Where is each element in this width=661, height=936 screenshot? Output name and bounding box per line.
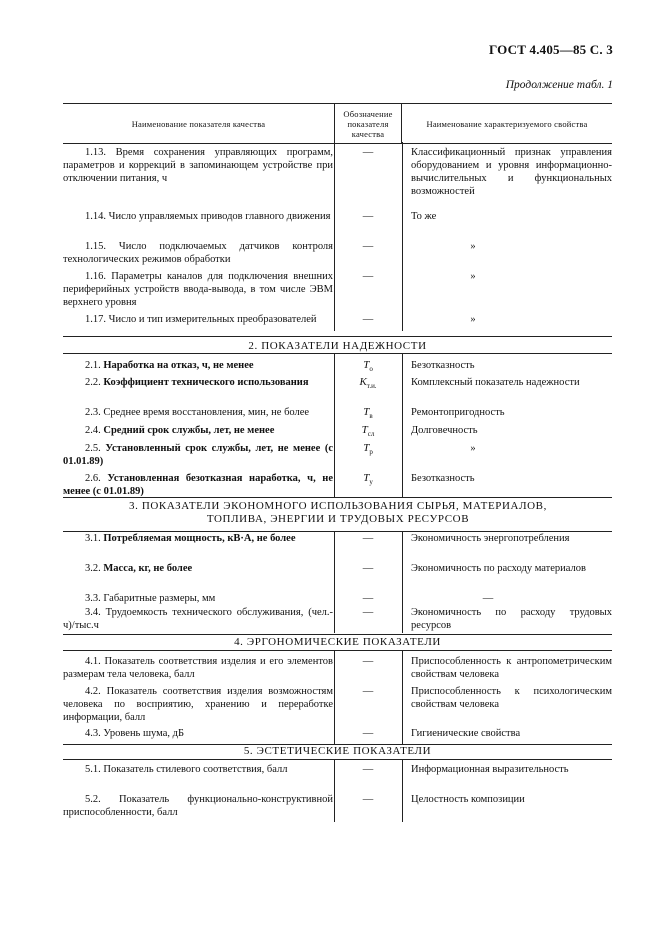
indicator-name: 2.1. Наработка на отказ, ч, не менее <box>85 360 254 371</box>
indicator-property: » <box>470 314 476 325</box>
indicator-property: Классификационный признак управления оборудованием и уровня информационно-вычислительных и функциональных возможностей <box>411 147 612 197</box>
indicator-name: 3.1. Потребляемая мощность, кВ·А, не более <box>85 533 296 544</box>
column-rule <box>402 759 403 822</box>
column-rule <box>402 142 403 331</box>
indicator-name: 4.1. Показатель соответствия изделия и его элементов размерам тела человека, балл <box>63 656 333 680</box>
column-header-property: Наименование характеризуемого свойства <box>426 118 588 129</box>
indicator-property: Ремонтопригодность <box>411 407 505 418</box>
indicator-name: 5.1. Показатель стилевого соответствия, балл <box>85 764 288 775</box>
indicator-designation: — <box>362 271 374 282</box>
section-rule <box>63 634 612 635</box>
indicator-property: Комплексный показатель надежности <box>411 377 580 388</box>
indicator-symbol: $T_р$ <box>363 442 373 457</box>
indicator-symbol: $T_у$ <box>363 472 373 487</box>
indicator-property: Экономичность по расходу трудовых ресурсов <box>411 607 612 631</box>
indicator-designation: — <box>362 607 374 618</box>
indicator-name: 3.2. Масса, кг, не более <box>85 563 193 574</box>
indicator-designation: — <box>362 728 374 739</box>
indicator-property: Безотказность <box>411 360 475 371</box>
indicator-property: Долговечность <box>411 425 478 436</box>
indicator-property: Приспособленность к психологическим свойствам человека <box>411 686 612 710</box>
section-heading: 5. ЭСТЕТИЧЕСКИЕ ПОКАЗАТЕЛИ <box>243 745 432 757</box>
indicator-symbol: $T_{сл}$ <box>361 424 375 439</box>
indicator-property: Приспособленность к антропометрическим свойствам человека <box>411 656 612 680</box>
indicator-designation: — <box>362 764 374 775</box>
indicator-name: 2.5. Установленный срок службы, лет, не менее (с 01.01.89) <box>63 443 334 467</box>
indicator-designation: — <box>362 794 374 805</box>
indicator-name: 1.17. Число и тип измерительных преобразователей <box>85 314 317 325</box>
indicator-property: » <box>470 271 476 282</box>
indicator-name: 1.14. Число управляемых приводов главного движения <box>85 211 331 222</box>
page-header: ГОСТ 4.405—85 С. 3 <box>488 42 613 57</box>
section-heading: 2. ПОКАЗАТЕЛИ НАДЕЖНОСТИ <box>248 340 427 352</box>
column-rule <box>334 142 335 331</box>
section-heading: 3. ПОКАЗАТЕЛИ ЭКОНОМНОГО ИСПОЛЬЗОВАНИЯ СЫРЬЯ, МАТЕРИАЛОВ, ТОПЛИВА, ЭНЕРГИИ И ТРУДОВЫХ РЕСУРСОВ <box>129 500 547 525</box>
indicator-name: 2.4. Средний срок службы, лет, не менее <box>85 425 275 436</box>
indicator-designation: — <box>362 563 374 574</box>
indicator-designation: — <box>362 211 374 222</box>
column-header-name: Наименование показателя качества <box>131 118 266 129</box>
indicator-designation: — <box>362 314 374 325</box>
table-continuation: Продолжение табл. 1 <box>505 79 613 91</box>
indicator-designation: — <box>362 593 374 604</box>
indicator-name: 1.13. Время сохранения управляющих программ, параметров и коррекций в запоминающем устройстве при отключении питания, ч <box>63 147 333 184</box>
indicator-property: Гигиенические свойства <box>411 728 521 739</box>
indicator-name: 4.3. Уровень шума, дБ <box>85 728 185 739</box>
indicator-property: » <box>470 443 476 454</box>
section-rule <box>63 353 612 354</box>
indicator-symbol: $T_о$ <box>363 359 373 374</box>
indicator-designation: — <box>362 656 374 667</box>
indicator-name: 2.3. Среднее время восстановления, мин, не более <box>85 407 310 418</box>
indicator-name: 2.6. Установленная безотказная наработка, ч, не менее (с 01.01.89) <box>63 473 334 497</box>
indicator-symbol: $K_{т.и.}$ <box>359 376 377 391</box>
indicator-name: 3.4. Трудоемкость технического обслуживания, (чел.-ч)/тыс.ч <box>63 607 333 631</box>
indicator-designation: — <box>362 241 374 252</box>
section-heading: 4. ЭРГОНОМИЧЕСКИЕ ПОКАЗАТЕЛИ <box>234 636 441 648</box>
table-header <box>63 103 612 144</box>
section-rule <box>63 759 612 760</box>
section-rule <box>63 336 612 337</box>
indicator-designation: — <box>362 147 374 158</box>
section-rule <box>63 497 612 498</box>
indicator-name: 2.2. Коэффициент технического использования <box>85 377 309 388</box>
indicator-property: То же <box>411 211 437 222</box>
section-rule <box>63 650 612 651</box>
column-header-designation: Обозначение показателя качества <box>334 104 402 143</box>
indicator-property: » <box>470 241 476 252</box>
indicator-property: — <box>482 593 494 604</box>
indicator-property: Информационная выразительность <box>411 764 569 775</box>
indicator-property: Целостность композиции <box>411 794 525 805</box>
quality-indicators-table <box>63 103 612 818</box>
indicator-name: 3.3. Габаритные размеры, мм <box>85 593 216 604</box>
indicator-name: 5.2. Показатель функционально-конструктивной приспособленности, балл <box>63 794 333 818</box>
column-rule <box>402 650 403 744</box>
column-rule <box>402 531 403 633</box>
indicator-designation: — <box>362 686 374 697</box>
indicator-symbol: $T_в$ <box>363 406 373 421</box>
indicator-name: 1.15. Число подключаемых датчиков контроля технологических режимов обработки <box>63 241 333 265</box>
indicator-property: Безотказность <box>411 473 475 484</box>
indicator-property: Экономичность по расходу материалов <box>411 563 586 574</box>
indicator-name: 1.16. Параметры каналов для подключения внешних периферийных устройств ввода-вывода, в том числе ЭВМ верхнего уровня <box>63 271 333 308</box>
indicator-designation: — <box>362 533 374 544</box>
indicator-name: 4.2. Показатель соответствия изделия возможностям человека по восприятию, хранению и переработке информации, балл <box>63 686 333 723</box>
column-rule <box>402 353 403 497</box>
indicator-property: Экономичность энергопотребления <box>411 533 570 544</box>
